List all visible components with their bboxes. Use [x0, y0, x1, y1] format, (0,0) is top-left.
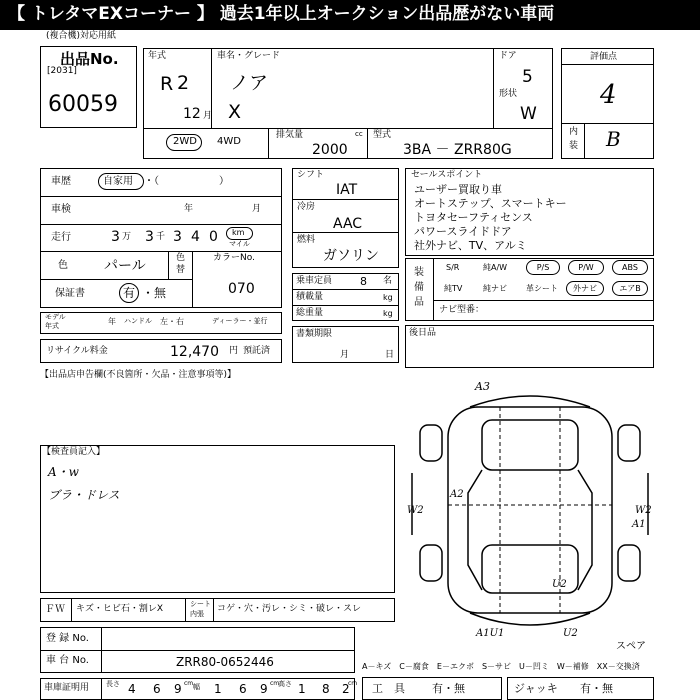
sales-label: セールスポイント	[411, 170, 483, 180]
doc-day: 日	[385, 350, 395, 360]
mileage-4: 千	[156, 232, 166, 242]
inspection-label: 車検	[51, 204, 71, 215]
fw-label: ＦＷ	[45, 604, 65, 615]
mark-w2-right: W2	[635, 505, 652, 516]
doc-label: 書類期限	[296, 329, 333, 339]
jack-value: 有・無	[580, 682, 613, 695]
recycle-unit: 円	[229, 346, 239, 356]
height-unit: cm	[348, 680, 358, 687]
mileage-5: 3	[173, 229, 182, 245]
history-value: 自家用	[103, 176, 133, 187]
mark-w2-left: W2	[407, 505, 424, 516]
seller-label: 【出品店申告欄(不良箇所・欠品・注意事項等)】	[40, 370, 237, 380]
equip-ext-navi: 外ナビ	[566, 281, 604, 296]
dealer-label: ディーラー・並行	[212, 317, 268, 325]
history-rest: ・（ ）	[144, 176, 229, 187]
mileage-2: 万	[122, 232, 132, 242]
equip-abs: ABS	[612, 260, 648, 275]
chassis-label: 車 台 No.	[46, 655, 89, 666]
height-d1: 1	[298, 682, 306, 696]
inspector-label: 【検査員記入】	[42, 447, 106, 457]
color-change-1: 色	[176, 253, 186, 263]
equip-leather: 革シート	[526, 284, 558, 293]
inspector-note-1: A・w	[48, 465, 79, 479]
steering-label: ハンドル	[124, 317, 152, 325]
inspector-box	[40, 445, 395, 593]
model: 3BA － ZRR80G	[403, 142, 512, 158]
ac-label: 冷房	[297, 202, 316, 212]
interior-label-1: 内	[569, 127, 579, 137]
month-unit: 月	[203, 111, 213, 121]
equip-label-1: 装	[414, 267, 424, 278]
jack-label: ジャッキ	[514, 682, 558, 695]
steering-value: 左・右	[160, 317, 184, 326]
equip-airbag: エアB	[612, 281, 648, 296]
mark-a3: A3	[475, 380, 490, 393]
color-no-label: カラーNo.	[213, 253, 255, 263]
length-d1: 4	[128, 682, 136, 696]
shift-label: シフト	[297, 170, 325, 180]
year-mark: 年	[108, 317, 116, 326]
lot-number: 60059	[48, 92, 118, 117]
sales-item-1: ユーザー買取り車	[414, 183, 502, 196]
equip-navi: 純ナビ	[483, 284, 507, 293]
width-d3: 9	[260, 682, 268, 696]
model-label: 型式	[373, 130, 392, 140]
sales-item-4: パワースライドドア	[414, 225, 512, 238]
seat-text: コゲ・穴・汚レ・シミ・破レ・スレ	[217, 604, 362, 614]
warranty-no: ・無	[142, 286, 167, 300]
mark-a1: A1	[632, 519, 646, 530]
shift: IAT	[336, 182, 358, 198]
length-label: 長さ	[106, 680, 120, 688]
doc-month: 月	[340, 350, 350, 360]
doors: 5	[522, 67, 533, 87]
sub-note: (複合機)対応用紙	[46, 31, 117, 41]
color-label: 色	[58, 260, 68, 271]
equip-tv: 純TV	[444, 284, 463, 293]
equip-aw: 純A/W	[483, 263, 508, 272]
model-year-1: モデル	[45, 313, 66, 321]
door-label: ドア	[499, 51, 517, 61]
fuel: ガソリン	[323, 248, 379, 264]
equip-sr: S/R	[446, 263, 460, 272]
interior-value: B	[606, 127, 621, 151]
spare-label: スペア	[616, 641, 646, 652]
car-grade: X	[228, 101, 242, 123]
recycle-label: リサイクル料金	[46, 346, 108, 356]
lot-label: 出品No.	[60, 50, 119, 68]
gross-unit: kg	[383, 309, 393, 318]
disp-label: 排気量	[276, 130, 304, 140]
width-label: 幅	[193, 683, 200, 691]
sales-item-5: 社外ナビ、TV、アルミ	[414, 239, 527, 252]
equip-label-2: 備	[414, 282, 424, 293]
width-d1: 1	[214, 682, 222, 696]
history-label: 車歴	[51, 176, 71, 187]
color-no: 070	[228, 281, 255, 297]
drive-2wd: 2WD	[173, 136, 197, 147]
navi-label: ナビ型番：	[439, 305, 485, 315]
banner-text: 【 トレタマEXコーナー 】 過去1年以上オークション出品歴がない車両	[8, 4, 555, 24]
drive-4wd: 4WD	[217, 136, 241, 147]
load-unit: kg	[383, 293, 393, 302]
inspection-year: 年	[184, 204, 194, 214]
warranty-yes: 有	[123, 286, 136, 300]
mileage-unit-km: km	[232, 228, 245, 237]
mark-u2-bottom: U2	[563, 628, 578, 639]
load-label: 積載量	[296, 292, 324, 302]
mileage-label: 走行	[51, 232, 71, 243]
after-label: 後日品	[409, 328, 437, 338]
seat-label-1: シート	[190, 600, 211, 608]
model-year-2: 年式	[45, 322, 59, 330]
recycle-amount: 12,470	[170, 344, 219, 360]
tool-label: 工 具	[372, 682, 405, 695]
ac: AAC	[333, 216, 363, 232]
capacity: 8	[360, 275, 367, 288]
gross-label: 総重量	[296, 308, 324, 318]
equip-ps: P/S	[526, 260, 560, 275]
mark-u2: U2	[552, 579, 567, 590]
mileage-7: 0	[209, 229, 218, 245]
seat-label-2: 内張	[190, 610, 204, 618]
color-value: パール	[104, 258, 146, 274]
mileage-1: 3	[111, 229, 120, 245]
car-name: ノア	[230, 72, 269, 94]
recycle-status: 預託済	[243, 346, 271, 356]
month: 12	[183, 106, 201, 122]
capacity-label: 乗車定員	[296, 276, 333, 286]
length-unit: cm	[184, 680, 194, 687]
lot-code: [2031]	[47, 66, 77, 76]
name-label: 車名・グレード	[217, 51, 281, 61]
warranty-label: 保証書	[55, 288, 85, 299]
era: R	[160, 73, 174, 95]
length-d2: 6	[153, 682, 161, 696]
tool-value: 有・無	[432, 682, 465, 695]
inspector-note-2: ブラ・ドレス	[48, 488, 120, 502]
height-label: 高さ	[278, 680, 292, 688]
color-change-2: 替	[176, 265, 186, 275]
mileage-6: 4	[191, 229, 200, 245]
after-box	[405, 325, 654, 368]
fw-text: キズ・ヒビ石・割レX	[76, 604, 163, 614]
damage-legend: A－キズ C－腐食 E－エクボ S－サビ U－凹ミ W－補修 XX－交換済	[362, 662, 640, 671]
displacement: 2000	[312, 142, 348, 158]
chassis-number: ZRR80-0652446	[176, 655, 274, 669]
inspection-month: 月	[252, 204, 262, 214]
fuel-label: 燃料	[297, 235, 316, 245]
width-unit: cm	[270, 680, 280, 687]
equip-label-3: 品	[414, 297, 424, 308]
sales-item-3: トヨタセーフティセンス	[414, 211, 533, 224]
cert-label: 車庫証明用	[44, 683, 90, 693]
reg-label: 登 録 No.	[46, 633, 89, 644]
year: 2	[177, 72, 190, 94]
car-damage-diagram	[400, 375, 660, 655]
height-d3: 2	[342, 682, 350, 696]
shape: W	[520, 104, 537, 124]
mark-a2: A2	[450, 489, 464, 500]
mileage-unit-mile: マイル	[229, 240, 250, 248]
shape-label: 形状	[499, 89, 518, 99]
score-value: 4	[600, 80, 617, 110]
width-d2: 6	[239, 682, 247, 696]
height-d2: 8	[322, 682, 330, 696]
equip-pw: P/W	[568, 260, 604, 275]
disp-unit: cc	[355, 130, 363, 138]
capacity-unit: 名	[383, 276, 393, 286]
score-label: 評価点	[590, 52, 618, 62]
interior-label-2: 装	[569, 141, 579, 151]
sales-item-2: オートステップ、スマートキー	[414, 197, 567, 210]
length-d3: 9	[174, 682, 182, 696]
year-label: 年式	[148, 51, 167, 61]
mark-a1u1: A1U1	[476, 628, 505, 639]
mileage-3: 3	[145, 229, 154, 245]
